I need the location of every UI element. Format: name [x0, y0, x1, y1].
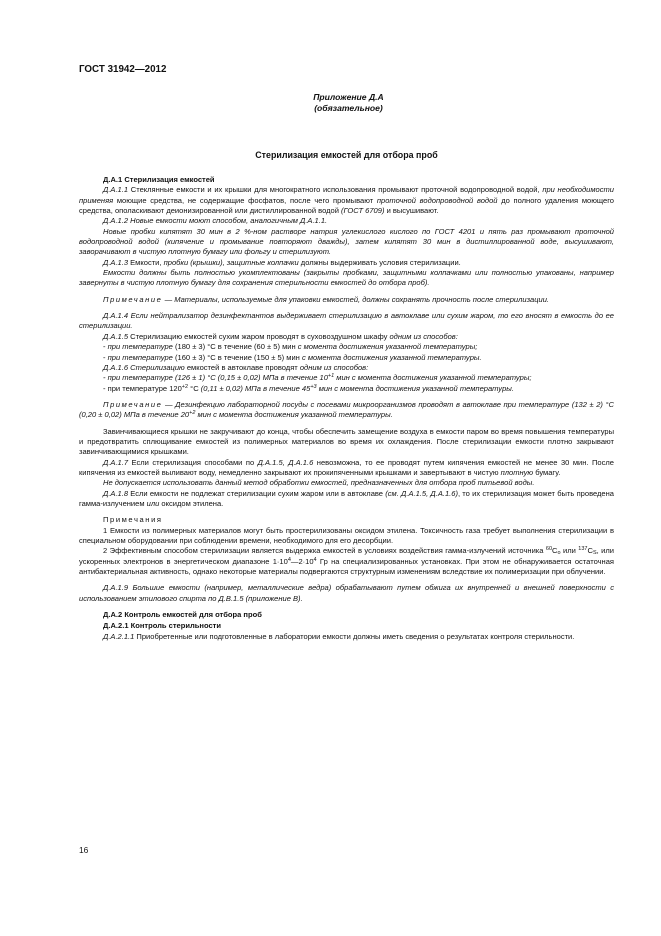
page-number: 16: [79, 845, 89, 855]
paragraph: Д.А.1.5 Стерилизацию емкостей сухим жаром проводят в суховоздушном шкафу одним из способов:: [103, 331, 458, 341]
note: Примечание — Дезинфекцию лабораторной посуды с посевами микроорганизмов проводят в автоклаве при температуре (132 ± 2) °С (0,20 ± 0,02) МПа в течение $20^{+2}$ мин с момента достижения указанной температуры.: [79, 399, 614, 420]
annex-status: (обязательное): [314, 103, 383, 113]
list-item: - при температуре (126 ± 1) °С (0,15 ± 0,02) МПа в течение $10^{+1}$ мин с момента достижения указанной температуры;: [103, 373, 532, 383]
paragraph: Д.А.1.8 Если емкости не подлежат стерилизации сухим жаром или в автоклаве (см. Д.А.1.5, Д.А.1.6), то их стерилизация может быть проведена гамма-излучением или оксидом этилена.: [79, 488, 614, 508]
list-item: - при температуре (180 ± 3) °С в течение (60 ± 5) мин с момента достижения указанной температуры;: [103, 342, 478, 352]
section-heading: Д.А.2 Контроль емкостей для отбора проб: [103, 610, 262, 620]
paragraph: Д.А.1.3 Емкости, пробки (крышки), защитные колпачки должны выдерживать условия стерилизации.: [103, 257, 461, 267]
note: 1 Емкости из полимерных материалов могут быть простерилизованы оксидом этилена. Токсичность газа требует выполнения стерилизации в специальном оборудовании при соблюдении времени, необходимого для его десорбции.: [79, 525, 614, 545]
paragraph: Д.А.1.1 Стеклянные емкости и их крышки для многократного использования промывают проточной водопроводной водой, при необходимости применяя моющие средства, не содержащие фосфатов, после чего промывают проточной водопроводной водой до полного удаления моющего средства, ополаскивают деионизированной или дистиллированной водой (ГОСТ 6709) и высушивают.: [79, 185, 614, 216]
paragraph: Емкости должны быть полностью укомплектованы (закрыты пробками, защитными колпачками или полностью упакованы, например завернуты в чистую плотную бумагу для сохранения стерильности емкостей до отбора проб).: [79, 268, 614, 288]
paragraph: Не допускается использовать данный метод обработки емкостей, предназначенных для отбора проб питьевой воды.: [103, 478, 535, 488]
note: 2 Эффективным способом стерилизации является выдержка емкостей в условиях воздействия гамма-излучений источника $^{60}C_o$ или $^{137}C_S$, или ускоренных электронов в энергетическом диапазоне $1\cdot 10^4—2\cdot 10^4$ Гр на специализированных установках. При этом не обнаруживается остаточная антибактериальная активность, однако некоторые материалы подвергаются структурным изменениям вследствие их полимеризации при облучении.: [79, 546, 614, 577]
annex-label: Приложение Д.А: [313, 92, 384, 102]
standard-header: ГОСТ 31942—2012: [79, 64, 167, 75]
paragraph: Д.А.1.4 Если нейтрализатор дезинфектантов выдерживает стерилизацию в автоклаве или сухим жаром, то его вносят в емкость до ее стерилизации.: [79, 311, 614, 331]
paragraph: Новые пробки кипятят 30 мин в 2 %-ном растворе натрия углекислого кислого по ГОСТ 4201 и пять раз промывают проточной водопроводной водой (кипячение и промывание повторяют дважды), затем кипятят 30 мин в дистиллированной воде, высушивают, заворачивают в чистую плотную бумагу или фольгу и стерилизуют.: [79, 226, 614, 257]
section-heading: Д.А.2.1 Контроль стерильности: [103, 621, 222, 631]
list-item: - при температуре $120^{+2}$ °С (0,11 ± 0,02) МПа в течение $45^{+3}$ мин с момента достижения указанной температуры.: [103, 383, 514, 393]
note: Примечание — Материалы, используемые для упаковки емкостей, должны сохранять прочность после стерилизации.: [103, 294, 550, 304]
paragraph: Д.А.1.6 Стерилизацию емкостей в автоклаве проводят одним из способов:: [103, 362, 369, 372]
paragraph: Д.А.1.9 Большие емкости (например, металлические ведра) обрабатывают путем обжига их внутренней и внешней поверхности с использованием этилового спирта по Д.В.1.5 (приложение В).: [79, 583, 614, 603]
annex-heading: [0, 92, 661, 114]
paragraph: Д.А.2.1.1 Приобретенные или подготовленные в лаборатории емкости должны иметь сведения о результатах контроля стерильности.: [103, 631, 575, 641]
document-body: [79, 174, 614, 642]
notes-heading: Примечания: [103, 515, 163, 525]
section-heading: Д.А.1 Стерилизация емкостей: [103, 175, 215, 184]
page-title: Стерилизация емкостей для отбора проб: [255, 150, 438, 160]
list-item: - при температуре (160 ± 3) °С в течение (150 ± 5) мин с момента достижения указанной температуры.: [103, 352, 482, 362]
paragraph: Д.А.1.7 Если стерилизация способами по Д.А.1.5, Д.А.1.6 невозможна, то ее проводят путем кипячения емкостей не менее 30 мин. После кипячения из емкостей выливают воду, немедленно закрывают их прокипяченными крышками и завертывают в чистую плотную бумагу.: [79, 457, 614, 477]
paragraph: Д.А.1.2 Новые емкости моют способом, аналогичным Д.А.1.1.: [103, 216, 328, 226]
paragraph: Завинчивающиеся крышки не закручивают до конца, чтобы обеспечить замещение воздуха в емкости паром во время повышения температуры и предотвратить сплющивание емкостей из полимерных материалов во время их охлаждения. После стерилизации емкости плотно закрывают завинчивающимися крышками.: [79, 426, 614, 457]
